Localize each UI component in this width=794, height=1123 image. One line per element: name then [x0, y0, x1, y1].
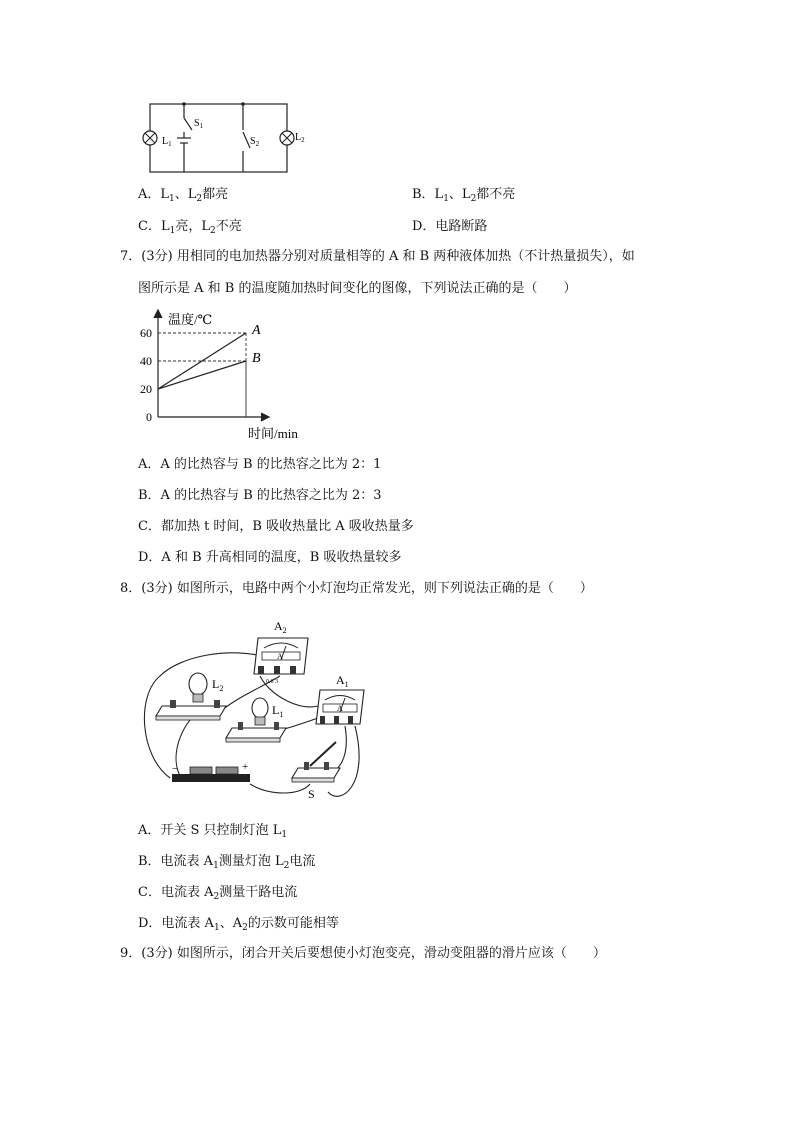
q8-option-d-mid: 、A [219, 916, 243, 931]
q7-option-d[interactable]: D．A 和 B 升高相同的温度，B 吸收热量较多 [138, 550, 402, 565]
q6-option-c[interactable] [138, 218, 242, 240]
battery-icon [172, 767, 250, 782]
q7-option-a[interactable]: A．A 的比热容与 B 的比热容之比为 2：1 [138, 457, 382, 472]
y-tick-label: 60 [140, 326, 152, 340]
q8-option-b-sub2: 2 [283, 861, 290, 871]
q8-option-b-mid: 测量灯泡 L [218, 854, 284, 869]
q6-option-a-suffix: 都亮 [202, 187, 229, 202]
q6-s1-label: $S_1$ [194, 118, 204, 130]
q8-option-c-suffix: 测量干路电流 [219, 885, 298, 900]
q7-option-c[interactable]: C．都加热 t 时间，B 吸收热量比 A 吸收热量多 [138, 519, 414, 534]
q8-option-b-suffix: 电流 [289, 854, 316, 869]
q8-option-d-text: D．电流表 A [138, 916, 214, 931]
q8-option-c-text: C．电流表 A [138, 885, 214, 900]
series-line-a [158, 333, 246, 389]
q6-option-b-text: B．L [412, 187, 444, 202]
ammeter-a2-scale: 0.6 3 [266, 679, 278, 685]
q6-option-b-sub1: 1 [443, 194, 449, 204]
q8-option-c[interactable] [138, 884, 297, 906]
q8-option-a-sub: 1 [281, 830, 288, 840]
q6-option-c-suffix: 不亮 [215, 219, 242, 234]
q7-temperature-chart [140, 306, 330, 446]
q6-option-a[interactable] [138, 186, 228, 208]
chart-y-ticks [140, 326, 152, 424]
q8-option-d-sub2: 2 [242, 923, 248, 933]
q6-option-b-mid: 、L [448, 187, 471, 202]
q7-option-b[interactable]: B．A 的比热容与 B 的比热容之比为 2：3 [138, 488, 382, 503]
q8-option-b[interactable] [138, 853, 315, 875]
y-tick-label: 40 [140, 354, 152, 368]
q6-option-a-mid: 、L [174, 187, 197, 202]
chart-y-label: 温度/℃ [168, 312, 213, 327]
q6-l2-label: $L_2$ [295, 132, 305, 144]
q8-option-d-sub1: 1 [213, 923, 220, 933]
switch-s-label: S [308, 787, 315, 801]
q6-option-a-sub2: 2 [196, 194, 203, 204]
ammeter-a2-face: A [277, 652, 283, 661]
series-label-a: A [252, 323, 261, 338]
battery-minus: − [172, 763, 179, 775]
y-tick-label: 0 [146, 410, 152, 424]
q8-option-b-sub1: 1 [213, 861, 219, 871]
q6-option-b[interactable] [412, 186, 515, 208]
chart-series [158, 333, 246, 389]
q6-option-c-mid: 亮，L [175, 219, 210, 234]
q7-stem-line2: 图所示是 A 和 B 的温度随加热时间变化的图像，下列说法正确的是（ ） [138, 281, 577, 296]
q6-option-d[interactable] [412, 218, 487, 236]
q6-option-c-text: C．L [138, 219, 170, 234]
lamp-l1-icon [143, 131, 157, 145]
y-tick-label: 20 [140, 382, 152, 396]
chart-x-label: 时间/min [248, 426, 298, 441]
switch-s-icon [292, 742, 340, 782]
q6-option-a-sub1: 1 [169, 194, 175, 204]
battery-plus: + [242, 761, 249, 773]
q8-option-a[interactable] [138, 822, 287, 844]
q6-circuit-diagram [140, 96, 305, 182]
q6-option-d-text: D．电路断路 [412, 219, 488, 234]
series-line-b [158, 361, 246, 389]
q8-option-d[interactable] [138, 915, 339, 937]
q6-option-c-sub1: 1 [169, 226, 176, 236]
chart-series-labels [251, 323, 261, 366]
q9-stem: 9．(3分) 如图所示，闭合开关后要想使小灯泡变亮，滑动变阻器的滑片应该（ ） [120, 946, 606, 961]
q6-option-a-text: A．L [138, 187, 170, 202]
q8-option-a-text: A．开关 S 只控制灯泡 L [138, 823, 282, 838]
ammeter-a1-face: A [337, 704, 343, 713]
q6-l1-label: $L_1$ [162, 136, 172, 148]
q6-s2-label: $S_2$ [250, 136, 260, 148]
ammeter-a2-label: $A_2$ [274, 619, 287, 635]
ammeter-a1-label: $A_1$ [336, 673, 349, 689]
q6-option-b-sub2: 2 [470, 194, 477, 204]
q6-option-c-sub2: 2 [209, 226, 216, 236]
q8-option-b-text: B．电流表 A [138, 854, 214, 869]
q8-circuit-illustration [140, 616, 380, 806]
lamp-l2-text: $L_2$ [212, 677, 224, 693]
lamp-l2-icon [280, 131, 294, 145]
series-label-b: B [252, 351, 261, 366]
q8-option-d-suffix: 的示数可能相等 [247, 916, 339, 931]
q8-stem: 8．(3分) 如图所示，电路中两个小灯泡均正常发光，则下列说法正确的是（ ） [120, 581, 593, 596]
q8-option-c-sub1: 2 [213, 892, 220, 902]
q6-option-b-suffix: 都不亮 [476, 187, 516, 202]
q7-stem-line1: 7．(3分) 用相同的电加热器分别对质量相等的 A 和 B 两种液体加热（不计热量损失），如 [120, 249, 635, 264]
lamp-l1-text: $L_1$ [272, 703, 284, 719]
